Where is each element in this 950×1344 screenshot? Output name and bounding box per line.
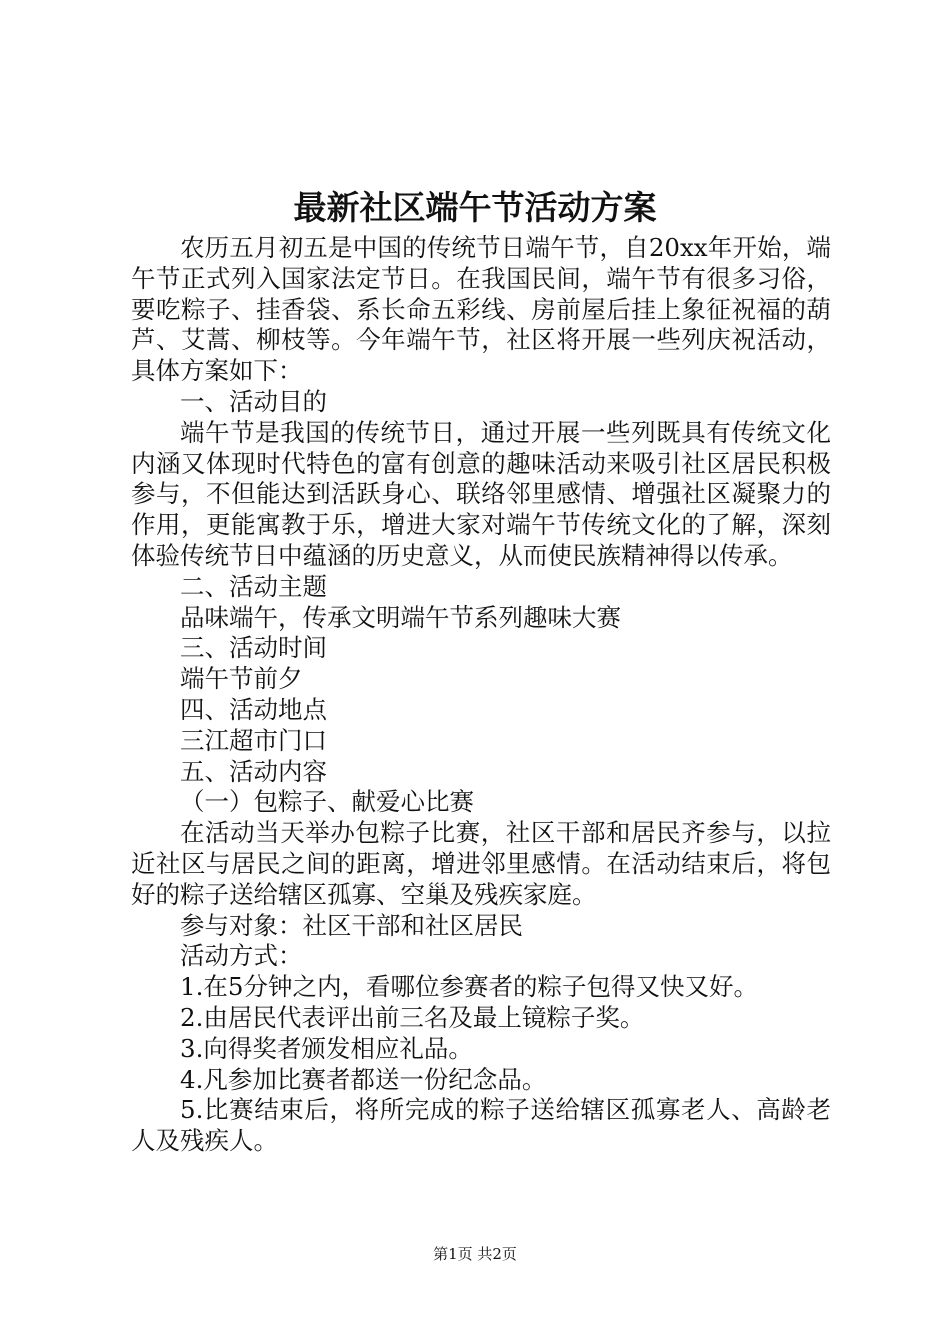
theme-text: 品味端午，传承文明端午节系列趣味大赛 [180, 602, 621, 632]
section-heading-time: 三、活动时间 [180, 633, 327, 663]
purpose-paragraph: 端午节是我国的传统节日，通过开展一些列既具有传统文化内涵又体现时代特色的富有创意的趣味活动来吸引社区居民积极参与，不但能达到活跃身心、联络邻里感情、增强社区凝聚力的作用，更能寓教于乐，增进大家对端午节传统文化的了解，深刻体验传统节日中蕴涵的历史意义，从而使民族精神得以传承。 [131, 417, 831, 570]
section-heading-purpose: 一、活动目的 [180, 386, 327, 416]
page-number-footer: 第1页 共2页 [433, 1245, 517, 1263]
time-text: 端午节前夕 [180, 664, 303, 694]
list-item: 5.比赛结束后，将所完成的粽子送给辖区孤寡老人、高龄老人及残疾人。 [131, 1095, 831, 1156]
document-body [131, 233, 831, 1157]
section-heading-content: 五、活动内容 [180, 756, 327, 786]
list-item: 3.向得奖者颁发相应礼品。 [180, 1033, 473, 1063]
intro-paragraph: 农历五月初五是中国的传统节日端午节，自20xx年开始，端午节正式列入国家法定节日。在我国民间，端午节有很多习俗，要吃粽子、挂香袋、系长命五彩线、房前屋后挂上象征祝福的葫芦、艾蒿、柳枝等。今年端午节，社区将开展一些列庆祝活动，具体方案如下： [131, 233, 831, 386]
list-item: 1.在5分钟之内，看哪位参赛者的粽子包得又快又好。 [180, 972, 758, 1002]
list-item: 4.凡参加比赛者都送一份纪念品。 [180, 1064, 547, 1094]
document-title: 最新社区端午节活动方案 [293, 188, 657, 227]
list-item: 2.由居民代表评出前三名及最上镜粽子奖。 [180, 1002, 645, 1032]
zongzi-paragraph: 在活动当天举办包粽子比赛，社区干部和居民齐参与，以拉近社区与居民之间的距离，增进邻里感情。在活动结束后，将包好的粽子送给辖区孤寡、空巢及残疾家庭。 [131, 818, 831, 909]
participants-text: 参与对象：社区干部和社区居民 [180, 910, 523, 940]
method-heading: 活动方式： [180, 941, 303, 971]
section-heading-theme: 二、活动主题 [180, 571, 327, 601]
location-text: 三江超市门口 [180, 725, 327, 755]
subsection-heading-zongzi: （一）包粽子、献爱心比赛 [180, 787, 474, 817]
section-heading-location: 四、活动地点 [180, 694, 327, 724]
